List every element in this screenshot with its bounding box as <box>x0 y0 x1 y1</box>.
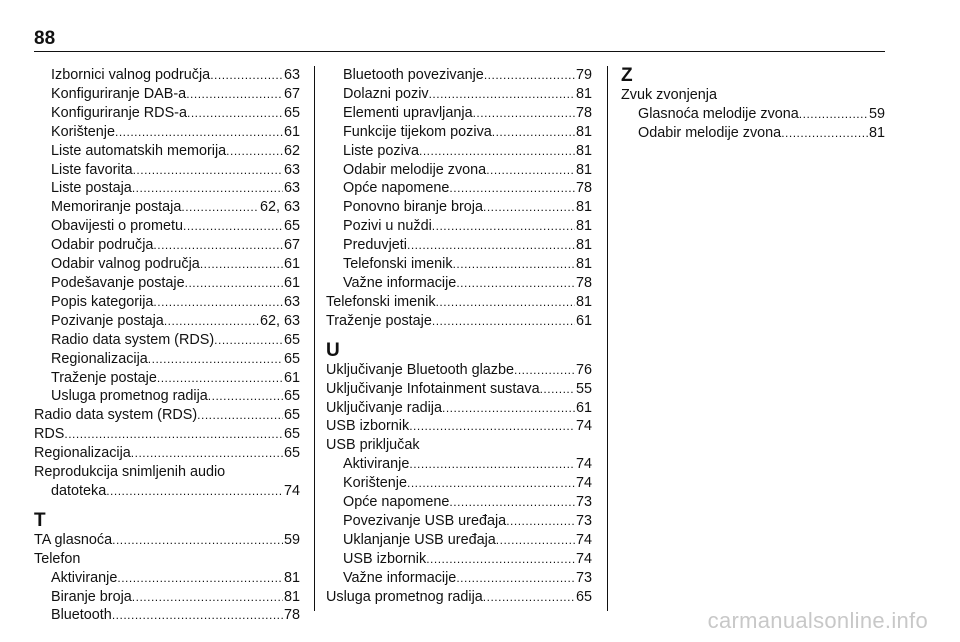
entry-term: Radio data system (RDS) <box>34 407 198 424</box>
dot-leader <box>64 425 283 444</box>
index-entry <box>326 255 592 274</box>
entry-term: Povezivanje USB uređaja <box>343 512 507 529</box>
entry-page-ref: 74 <box>283 482 300 499</box>
index-heading: USB priključak <box>326 437 420 454</box>
entry-page-ref: 62, 63 <box>259 312 300 329</box>
dot-leader <box>186 85 283 104</box>
index-entry <box>34 331 300 350</box>
entry-term: Opće napomene <box>343 180 450 197</box>
entry-page-ref: 74 <box>575 475 592 492</box>
dot-leader <box>419 142 575 161</box>
index-entry <box>621 105 885 124</box>
dot-leader <box>456 569 575 588</box>
entry-term: Telefonski imenik <box>343 256 453 273</box>
column-divider <box>314 66 315 611</box>
index-entry <box>34 161 300 180</box>
index-entry <box>34 217 300 236</box>
entry-term: Liste favorita <box>51 161 133 178</box>
index-entry <box>326 399 592 418</box>
entry-page-ref: 65 <box>283 104 300 121</box>
entry-term: Regionalizacija <box>34 445 131 462</box>
entry-page-ref: 65 <box>575 588 592 605</box>
entry-page-ref: 78 <box>575 104 592 121</box>
entry-term: USB izbornik <box>326 418 410 435</box>
entry-term: Uključivanje Infotainment sustava <box>326 380 540 397</box>
entry-page-ref: 73 <box>575 494 592 511</box>
index-entry <box>34 142 300 161</box>
entry-term: Usluga prometnog radija <box>326 588 483 605</box>
entry-term: Konfiguriranje RDS-a <box>51 104 187 121</box>
entry-page-ref: 81 <box>575 123 592 140</box>
index-entry <box>621 124 885 143</box>
index-entry <box>34 312 300 331</box>
index-entry <box>34 274 300 293</box>
index-entry <box>326 104 592 123</box>
dot-leader <box>483 588 575 607</box>
index-entry <box>34 531 300 550</box>
dot-leader <box>187 104 283 123</box>
index-heading: Telefon <box>34 550 81 567</box>
entry-term: Liste automatskih memorija <box>51 142 227 159</box>
entry-term: Odabir melodije zvona <box>638 124 782 141</box>
index-entry <box>326 123 592 142</box>
index-entry <box>34 179 300 198</box>
entry-term: Važne informacije <box>343 274 457 291</box>
dot-leader <box>133 161 283 180</box>
dot-leader <box>492 123 575 142</box>
entry-page-ref: 78 <box>283 607 300 624</box>
dot-leader <box>506 512 575 531</box>
dot-leader <box>496 531 575 550</box>
index-entry <box>34 569 300 588</box>
entry-page-ref: 78 <box>575 180 592 197</box>
entry-term: Preduvjeti <box>343 237 407 254</box>
entry-term: Ponovno biranje broja <box>343 199 484 216</box>
entry-page-ref: 65 <box>283 331 300 348</box>
index-entry <box>326 236 592 255</box>
index-entry <box>326 569 592 588</box>
entry-page-ref: 65 <box>283 350 300 367</box>
entry-term: Biranje broja <box>51 588 132 605</box>
index-entry <box>326 380 592 399</box>
entry-page-ref: 81 <box>575 142 592 159</box>
entry-page-ref: 65 <box>283 218 300 235</box>
dot-leader <box>200 255 283 274</box>
entry-page-ref: 62, 63 <box>259 199 300 216</box>
dot-leader <box>157 369 283 388</box>
index-entry <box>326 588 592 607</box>
index-entry <box>326 217 592 236</box>
section-letter: Z <box>621 65 633 86</box>
entry-page-ref: 74 <box>575 531 592 548</box>
dot-leader <box>153 236 283 255</box>
index-entry <box>326 512 592 531</box>
dot-leader <box>453 255 575 274</box>
index-entry <box>34 104 300 123</box>
entry-page-ref: 67 <box>283 85 300 102</box>
dot-leader <box>486 161 575 180</box>
index-column-2 <box>326 66 592 606</box>
entry-page-ref: 79 <box>575 67 592 83</box>
index-entry <box>326 274 592 293</box>
dot-leader <box>226 142 283 161</box>
dot-leader <box>484 66 575 85</box>
entry-term: Pozivi u nuždi <box>343 218 432 235</box>
entry-page-ref: 73 <box>575 569 592 586</box>
dot-leader <box>429 85 575 104</box>
entry-term: Traženje postaje <box>326 312 432 329</box>
entry-term: Glasnoća melodije zvona <box>638 105 799 122</box>
index-entry <box>34 606 300 625</box>
entry-term: Odabir valnog područja <box>51 256 200 273</box>
index-entry <box>326 142 592 161</box>
entry-page-ref: 65 <box>283 388 300 405</box>
entry-term: TA glasnoća <box>34 531 113 548</box>
index-entry <box>326 361 592 380</box>
index-column-1 <box>34 66 300 625</box>
page-number: 88 <box>34 28 56 49</box>
entry-page-ref: 59 <box>868 105 885 122</box>
entry-term: Funkcije tijekom poziva <box>343 123 492 140</box>
entry-term: Memoriranje postaja <box>51 199 182 216</box>
index-entry <box>34 588 300 607</box>
dot-leader <box>426 550 575 569</box>
index-entry <box>34 198 300 217</box>
index-entry <box>34 482 300 501</box>
entry-term: Važne informacije <box>343 569 457 586</box>
dot-leader <box>407 236 575 255</box>
dot-leader <box>197 406 283 425</box>
index-entry <box>326 417 592 436</box>
index-entry <box>34 293 300 312</box>
entry-page-ref: 73 <box>575 512 592 529</box>
index-entry <box>34 444 300 463</box>
entry-page-ref: 74 <box>575 418 592 435</box>
dot-leader <box>153 293 283 312</box>
entry-page-ref: 81 <box>575 237 592 254</box>
entry-page-ref: 62 <box>283 142 300 159</box>
entry-page-ref: 81 <box>575 218 592 235</box>
entry-page-ref: 81 <box>575 199 592 216</box>
dot-leader <box>514 361 575 380</box>
entry-page-ref: 81 <box>575 256 592 273</box>
index-heading: Zvuk zvonjenja <box>621 87 717 103</box>
entry-page-ref: 65 <box>283 407 300 424</box>
index-entry <box>326 493 592 512</box>
entry-term: Regionalizacija <box>51 350 148 367</box>
entry-term: Korištenje <box>51 123 115 140</box>
entry-page-ref: 63 <box>283 293 300 310</box>
entry-page-ref: 61 <box>575 399 592 416</box>
index-entry <box>326 474 592 493</box>
entry-term: Konfiguriranje DAB-a <box>51 85 187 102</box>
entry-page-ref: 61 <box>575 312 592 329</box>
dot-leader <box>210 66 283 85</box>
entry-page-ref: 61 <box>283 123 300 140</box>
dot-leader <box>112 606 283 625</box>
dot-leader <box>407 474 575 493</box>
dot-leader <box>181 198 259 217</box>
entry-term: Korištenje <box>343 475 407 492</box>
entry-term: Odabir melodije zvona <box>343 161 487 178</box>
section-letter: T <box>34 509 46 531</box>
entry-term: Usluga prometnog radija <box>51 388 208 405</box>
entry-page-ref: 81 <box>283 588 300 605</box>
index-entry <box>34 406 300 425</box>
dot-leader <box>473 104 575 123</box>
index-entry <box>326 531 592 550</box>
entry-term: Aktiviranje <box>51 569 118 586</box>
entry-term: Uključivanje Bluetooth glazbe <box>326 361 514 378</box>
dot-leader <box>132 588 283 607</box>
index-entry <box>326 198 592 217</box>
entry-term: Uključivanje radija <box>326 399 442 416</box>
dot-leader <box>112 531 283 550</box>
dot-leader <box>409 417 575 436</box>
dot-leader <box>432 217 575 236</box>
dot-leader <box>456 274 575 293</box>
index-entry <box>34 66 300 85</box>
entry-term: Liste postaja <box>51 180 132 197</box>
entry-page-ref: 65 <box>283 426 300 443</box>
dot-leader <box>106 482 283 501</box>
dot-leader <box>442 399 575 418</box>
index-column-3 <box>621 66 885 143</box>
index-entry <box>326 179 592 198</box>
entry-page-ref: 74 <box>575 456 592 473</box>
entry-term: Aktiviranje <box>343 456 410 473</box>
entry-page-ref: 81 <box>575 161 592 178</box>
entry-page-ref: 81 <box>575 293 592 310</box>
entry-page-ref: 63 <box>283 67 300 83</box>
entry-term: Pozivanje postaja <box>51 312 164 329</box>
index-entry <box>34 255 300 274</box>
index-entry <box>326 455 592 474</box>
entry-term: USB izbornik <box>343 550 427 567</box>
column-divider <box>607 66 608 611</box>
index-entry <box>34 350 300 369</box>
entry-page-ref: 67 <box>283 237 300 254</box>
entry-term: Traženje postaje <box>51 369 157 386</box>
index-entry <box>34 387 300 406</box>
dot-leader <box>148 350 283 369</box>
dot-leader <box>483 198 575 217</box>
dot-leader <box>132 179 283 198</box>
section-letter: U <box>326 339 340 361</box>
index-entry <box>326 161 592 180</box>
index-entry <box>326 85 592 104</box>
dot-leader <box>432 312 575 331</box>
index-entry <box>326 550 592 569</box>
entry-page-ref: 55 <box>575 380 592 397</box>
entry-term: Odabir područja <box>51 237 154 254</box>
entry-term: datoteka <box>51 482 107 499</box>
entry-term: Elementi upravljanja <box>343 104 473 121</box>
index-entry <box>34 425 300 444</box>
entry-page-ref: 61 <box>283 256 300 273</box>
dot-leader <box>781 124 868 143</box>
entry-page-ref: 63 <box>283 180 300 197</box>
entry-page-ref: 61 <box>283 369 300 386</box>
entry-term: Bluetooth <box>51 607 112 624</box>
entry-page-ref: 81 <box>283 569 300 586</box>
dot-leader <box>799 105 868 124</box>
entry-term: Podešavanje postaje <box>51 274 185 291</box>
dot-leader <box>214 331 283 350</box>
dot-leader <box>164 312 259 331</box>
entry-term: Telefonski imenik <box>326 293 436 310</box>
entry-page-ref: 78 <box>575 274 592 291</box>
dot-leader <box>449 179 575 198</box>
entry-term: RDS <box>34 426 65 443</box>
entry-page-ref: 65 <box>283 445 300 462</box>
index-entry <box>34 236 300 255</box>
dot-leader <box>117 569 283 588</box>
entry-term: Bluetooth povezivanje <box>343 67 484 83</box>
index-heading: Reprodukcija snimljenih audio <box>34 464 226 481</box>
dot-leader <box>449 493 575 512</box>
dot-leader <box>183 217 283 236</box>
entry-page-ref: 59 <box>283 531 300 548</box>
entry-term: Obavijesti o prometu <box>51 218 183 235</box>
entry-page-ref: 81 <box>575 85 592 102</box>
entry-term: Izbornici valnog područja <box>51 67 211 83</box>
entry-page-ref: 76 <box>575 361 592 378</box>
entry-term: Dolazni poziv <box>343 85 429 102</box>
dot-leader <box>208 387 283 406</box>
entry-page-ref: 61 <box>283 274 300 291</box>
dot-leader <box>185 274 283 293</box>
entry-page-ref: 81 <box>868 124 885 141</box>
entry-term: Radio data system (RDS) <box>51 331 215 348</box>
index-entry <box>326 66 592 85</box>
entry-page-ref: 63 <box>283 161 300 178</box>
index-entry <box>34 123 300 142</box>
entry-term: Popis kategorija <box>51 293 154 310</box>
dot-leader <box>409 455 575 474</box>
entry-page-ref: 74 <box>575 550 592 567</box>
entry-term: Opće napomene <box>343 494 450 511</box>
entry-term: Uklanjanje USB uređaja <box>343 531 496 548</box>
dot-leader <box>436 293 575 312</box>
watermark: carmanualsonline.info <box>707 608 928 633</box>
dot-leader <box>115 123 283 142</box>
dot-leader <box>131 444 283 463</box>
entry-term: Liste poziva <box>343 142 419 159</box>
index-entry <box>326 312 592 331</box>
index-entry <box>34 369 300 388</box>
header-rule <box>34 51 885 52</box>
dot-leader <box>540 380 575 399</box>
index-entry <box>326 293 592 312</box>
index-entry <box>34 85 300 104</box>
